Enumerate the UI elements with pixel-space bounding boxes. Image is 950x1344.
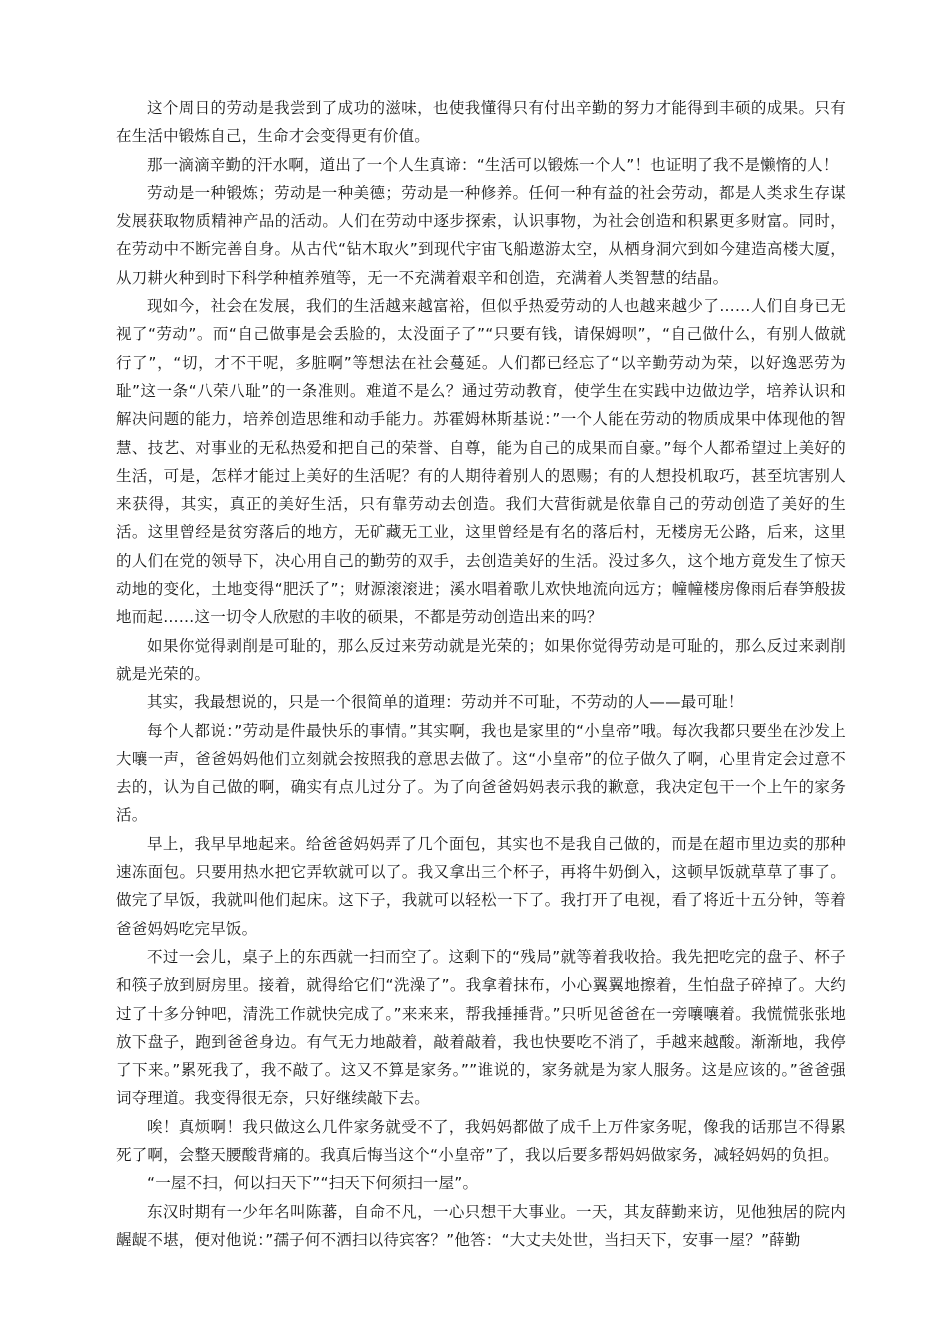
document-page: [116, 94, 846, 1254]
paragraph: 现如今，社会在发展，我们的生活越来越富裕，但似乎热爱劳动的人也越来越少了……人们自身已无视了“劳动”。而“自己做事是会丢脸的，太没面子了”“只要有钱，请保姆呗”，“自己做什么，有别人做就行了”，“切，才不干呢，多脏啊”等想法在社会蔓延。人们都已经忘了“以辛勤劳动为荣，以好逸恶劳为耻”这一条“八荣八耻”的一条准则。难道不是么？通过劳动教育，使学生在实践中边做边学，培养认识和解决问题的能力，培养创造思维和动手能力。苏霍姆林斯基说：”一个人能在劳动的物质成果中体现他的智慧、技艺、对事业的无私热爱和把自己的荣誉、自尊，能为自己的成果而自豪。”每个人都希望过上美好的生活，可是，怎样才能过上美好的生活呢？有的人期待着别人的恩赐；有的人想投机取巧，甚至坑害别人来获得，其实，真正的美好生活，只有靠劳动去创造。我们大营街就是依靠自己的劳动创造了美好的生活。这里曾经是贫穷落后的地方，无矿藏无工业，这里曾经是有名的落后村，无楼房无公路，后来，这里的人们在党的领导下，决心用自己的勤劳的双手，去创造美好的生活。没过多久，这个地方竟发生了惊天动地的变化，土地变得“肥沃了”；财源滚滚进；溪水唱着歌儿欢快地流向远方；幢幢楼房像雨后春笋般拔地而起……这一切令人欣慰的丰收的硕果，不都是劳动创造出来的吗？: [116, 297, 846, 627]
paragraph: 其实，我最想说的，只是一个很简单的道理：劳动并不可耻，不劳动的人——最可耻！: [147, 693, 744, 712]
paragraph: 不过一会儿，桌子上的东西就一扫而空了。这剩下的“残局”就等着我收拾。我先把吃完的盘子、杯子和筷子放到厨房里。接着，就得给它们“洗澡了”。我拿着抹布，小心翼翼地擦着，生怕盘子碎掉了。大约过了十多分钟吧，清洗工作就快完成了。”来来来，帮我捶捶背。”只听见爸爸在一旁嚷嚷着。我慌慌张张地放下盘子，跑到爸爸身边。有气无力地敲着，敲着敲着，我也快要吃不消了，手越来越酸。渐渐地，我停了下来。”累死我了，我不敲了。这又不算是家务。””谁说的，家务就是为家人服务。这是应该的。”爸爸强词夺理道。我变得很无奈，只好继续敲下去。: [116, 947, 846, 1108]
paragraph: 劳动是一种锻炼；劳动是一种美德；劳动是一种修养。任何一种有益的社会劳动，都是人类求生存谋发展获取物质精神产品的活动。人们在劳动中逐步探索，认识事物，为社会创造和积累更多财富。同时，在劳动中不断完善自身。从古代“钻木取火”到现代宇宙飞船遨游太空，从栖身洞穴到如今建造高楼大厦，从刀耕火种到时下科学种植养殖等，无一不充满着艰辛和创造，充满着人类智慧的结晶。: [116, 183, 846, 287]
paragraph: 那一滴滴辛勤的汗水啊，道出了一个人生真谛：“生活可以锻炼一个人”！也证明了我不是懒惰的人！: [147, 155, 839, 174]
paragraph: 如果你觉得剥削是可耻的，那么反过来劳动就是光荣的；如果你觉得劳动是可耻的，那么反过来剥削就是光荣的。: [116, 636, 846, 683]
paragraph: “一屋不扫，何以扫天下”“扫天下何须扫一屋”。: [147, 1174, 479, 1193]
paragraph: 早上，我早早地起来。给爸爸妈妈弄了几个面包，其实也不是我自己做的，而是在超市里边卖的那种速冻面包。只要用热水把它弄软就可以了。我又拿出三个杯子，再将牛奶倒入，这顿早饭就草草了事了。做完了早饭，我就叫他们起床。这下子，我就可以轻松一下了。我打开了电视，看了将近十五分钟，等着爸爸妈妈吃完早饭。: [116, 834, 846, 938]
paragraph: 东汉时期有一少年名叫陈蕃，自命不凡，一心只想干大事业。一天，其友薛勤来访，见他独居的院内龌龊不堪，便对他说：”孺子何不洒扫以待宾客？”他答：“大丈夫处世，当扫天下，安事一屋？”薛勤: [116, 1202, 846, 1249]
paragraph: 这个周日的劳动是我尝到了成功的滋味，也使我懂得只有付出辛勤的努力才能得到丰硕的成果。只有在生活中锻炼自己，生命才会变得更有价值。: [116, 99, 846, 146]
paragraph: 每个人都说：”劳动是件最快乐的事情。”其实啊，我也是家里的“小皇帝”哦。每次我都只要坐在沙发上大嚷一声，爸爸妈妈他们立刻就会按照我的意思去做了。这“小皇帝”的位子做久了啊，心里肯定会过意不去的，认为自己做的啊，确实有点儿过分了。为了向爸爸妈妈表示我的歉意，我决定包干一个上午的家务活。: [116, 721, 846, 825]
paragraph: 唉！真烦啊！我只做这么几件家务就受不了，我妈妈都做了成千上万件家务呢，像我的话那岂不得累死了啊，会整天腰酸背痛的。我真后悔当这个“小皇帝”了，我以后要多帮妈妈做家务，减轻妈妈的负担。: [116, 1117, 846, 1164]
